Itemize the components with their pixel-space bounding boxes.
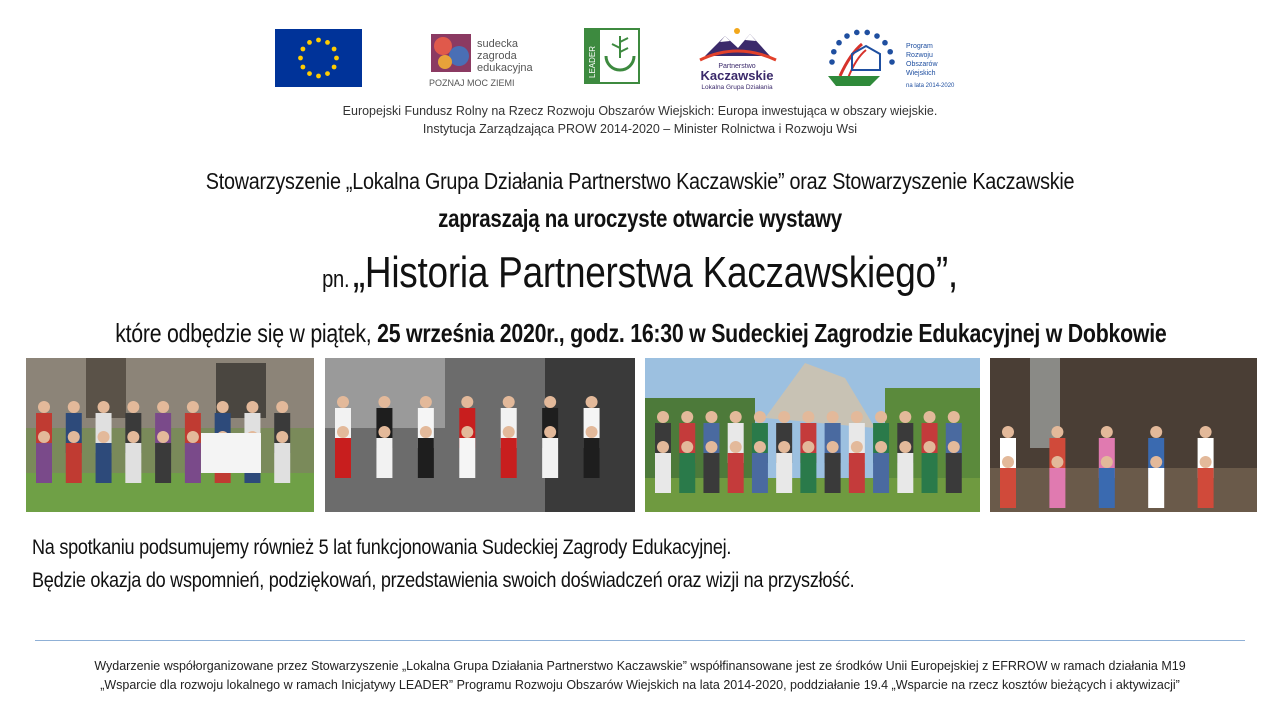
person-figure (96, 443, 112, 483)
person-head (948, 441, 960, 453)
prow-line-3: Obszarów (906, 61, 938, 68)
person-figure (776, 453, 792, 493)
person-head (778, 411, 790, 423)
person-head (1051, 426, 1063, 438)
when-prefix: które odbędzie się w piątek, (115, 318, 378, 348)
person-figure (679, 453, 695, 493)
eu-star-icon (316, 38, 321, 43)
exhibition-title: „Historia Partnerstwa Kaczawskiego”, (352, 248, 958, 297)
person-head (1002, 426, 1014, 438)
person-head (503, 426, 515, 438)
prow-line-1: Program (906, 43, 933, 50)
eu-star-icon (334, 56, 339, 61)
person-head (276, 431, 288, 443)
person-figure (1198, 468, 1214, 508)
person-head (586, 396, 598, 408)
person-figure (1049, 468, 1065, 508)
person-figure (728, 453, 744, 493)
person-head (187, 431, 199, 443)
person-head (657, 441, 669, 453)
person-head (378, 396, 390, 408)
exhibition-title-line (102, 248, 1177, 298)
person-head (924, 441, 936, 453)
eu-star-icon (301, 65, 306, 70)
person-head (681, 441, 693, 453)
person-head (705, 411, 717, 423)
person-figure (155, 443, 171, 483)
person-figure (1099, 468, 1115, 508)
prow-star-icon (831, 49, 837, 55)
person-head (98, 431, 110, 443)
person-head (899, 411, 911, 423)
eu-star-icon (325, 40, 330, 45)
person-figure (752, 453, 768, 493)
footer-divider (35, 640, 1245, 641)
event-when (115, 318, 1165, 349)
person-head (217, 401, 229, 413)
person-head (420, 426, 432, 438)
prow-star-icon (844, 33, 850, 39)
eu-flag-logo (275, 29, 362, 87)
organizers-heading: Stowarzyszenie „Lokalna Grupa Działania Partnerstwo Kaczawskie” oraz Stowarzyszenie Kaczawskie (205, 168, 1075, 194)
lgd-sub: Lokalna Grupa Działania (701, 84, 773, 91)
person-head (1150, 456, 1162, 468)
person-head (38, 401, 50, 413)
person-head (681, 411, 693, 423)
prow-star-icon (836, 40, 842, 46)
person-head (1150, 426, 1162, 438)
group-photo-rocks (645, 358, 980, 512)
leader-logo (584, 28, 640, 84)
prow-star-icon (864, 30, 870, 36)
person-head (276, 401, 288, 413)
person-figure (36, 443, 52, 483)
person-head (127, 431, 139, 443)
person-head (851, 411, 863, 423)
person-head (1051, 456, 1063, 468)
person-figure (897, 453, 913, 493)
person-figure (274, 443, 290, 483)
sudecka-zagroda-edukacyjna-logo (425, 28, 545, 90)
eu-star-icon (307, 40, 312, 45)
person-head (875, 441, 887, 453)
children-workshop-photo (990, 358, 1257, 512)
person-head (461, 396, 473, 408)
person-head (778, 441, 790, 453)
footer-line-1: Wydarzenie współorganizowane przez Stowarzyszenie „Lokalna Grupa Działania Partnerstwo Kaczawskie” współfinansowane jest ze środków Unii Europejskiej z EFRROW w ramach działania M19 (94, 659, 1186, 673)
person-figure (335, 438, 351, 478)
lgd-top: Partnerstwo (718, 63, 756, 70)
sze-line-1: sudecka (477, 38, 518, 50)
person-head (461, 426, 473, 438)
person-head (68, 431, 80, 443)
title-prefix: pn. (322, 266, 350, 293)
person-head (754, 441, 766, 453)
prow-line-2: Rozwoju (906, 52, 933, 59)
person-figure (459, 438, 475, 478)
person-head (1101, 456, 1113, 468)
person-head (544, 396, 556, 408)
person-head (657, 411, 669, 423)
person-head (802, 441, 814, 453)
person-head (157, 401, 169, 413)
prow-star-icon (887, 49, 893, 55)
person-figure (125, 443, 141, 483)
prow-star-icon (874, 33, 880, 39)
group-photo-angels (325, 358, 635, 512)
sze-tagline: POZNAJ MOC ZIEMI (429, 78, 515, 88)
person-head (420, 396, 432, 408)
person-head (68, 401, 80, 413)
person-figure (946, 453, 962, 493)
eu-star-icon (298, 56, 303, 61)
eu-star-icon (332, 65, 337, 70)
eu-star-icon (307, 71, 312, 76)
person-figure (418, 438, 434, 478)
summary-line-1: Na spotkaniu podsumujemy również 5 lat funkcjonowania Sudeckiej Zagrody Edukacyjnej. (32, 536, 732, 559)
person-head (1101, 426, 1113, 438)
person-head (948, 411, 960, 423)
person-head (337, 396, 349, 408)
person-figure (922, 453, 938, 493)
prow-star-icon (829, 59, 835, 65)
leader-text: LEADER (588, 45, 597, 78)
person-head (98, 401, 110, 413)
eu-star-icon (316, 74, 321, 79)
invite-heading: zapraszają na uroczyste otwarcie wystawy (438, 205, 842, 233)
eu-star-icon (301, 47, 306, 52)
person-head (187, 401, 199, 413)
prow-star-icon (854, 30, 860, 36)
person-head (127, 401, 139, 413)
person-head (924, 411, 936, 423)
footer-line-2: „Wsparcie dla rozwoju lokalnego w ramach Inicjatywy LEADER” Programu Rozwoju Obszarów Wiejskich na lata 2014-2020, poddziałanie 19.4 „Wsparcie na rzecz kosztów bieżących i aktywizacji” (100, 678, 1180, 692)
prow-logo (822, 24, 955, 90)
person-head (851, 441, 863, 453)
person-head (157, 431, 169, 443)
prow-line-4: Wiejskich (906, 70, 936, 77)
lgd-name: Kaczawskie (700, 68, 774, 83)
person-figure (873, 453, 889, 493)
person-head (246, 401, 258, 413)
eu-star-icon (325, 71, 330, 76)
prow-star-icon (889, 59, 895, 65)
person-figure (655, 453, 671, 493)
person-head (38, 431, 50, 443)
person-head (802, 411, 814, 423)
person-head (754, 411, 766, 423)
summary-line-2: Będzie okazja do wspomnień, podziękowań, przedstawienia swoich doświadczeń oraz wizji na przyszłość. (32, 569, 855, 592)
funding-line-2: Instytucja Zarządzająca PROW 2014-2020 – Minister Rolnictwa i Rozwoju Wsi (422, 122, 858, 136)
person-figure (703, 453, 719, 493)
person-figure (66, 443, 82, 483)
person-figure (825, 453, 841, 493)
person-head (827, 441, 839, 453)
prow-star-icon (882, 40, 888, 46)
person-head (337, 426, 349, 438)
sze-line-3: edukacyjna (477, 62, 533, 74)
person-head (1200, 456, 1212, 468)
person-figure (1148, 468, 1164, 508)
person-figure (849, 453, 865, 493)
person-head (875, 411, 887, 423)
person-head (544, 426, 556, 438)
partnerstwo-kaczawskie-logo (690, 24, 785, 92)
person-figure (376, 438, 392, 478)
sze-line-2: zagroda (477, 50, 517, 62)
person-figure (501, 438, 517, 478)
funding-line-1: Europejski Fundusz Rolny na Rzecz Rozwoju Obszarów Wiejskich: Europa inwestująca w obszary wiejskie. (342, 104, 938, 118)
when-details: 25 września 2020r., godz. 16:30 w Sudeckiej Zagrodzie Edukacyjnej w Dobkowie (377, 318, 1167, 348)
person-head (899, 441, 911, 453)
person-head (1200, 426, 1212, 438)
person-head (503, 396, 515, 408)
person-head (705, 441, 717, 453)
person-figure (185, 443, 201, 483)
prow-years: na lata 2014-2020 (906, 83, 955, 89)
group-photo-outdoor (26, 358, 314, 512)
person-head (586, 426, 598, 438)
person-head (827, 411, 839, 423)
eu-star-icon (332, 47, 337, 52)
person-figure (800, 453, 816, 493)
person-head (730, 441, 742, 453)
person-head (1002, 456, 1014, 468)
person-head (730, 411, 742, 423)
person-head (378, 426, 390, 438)
person-figure (584, 438, 600, 478)
person-figure (1000, 468, 1016, 508)
person-figure (542, 438, 558, 478)
